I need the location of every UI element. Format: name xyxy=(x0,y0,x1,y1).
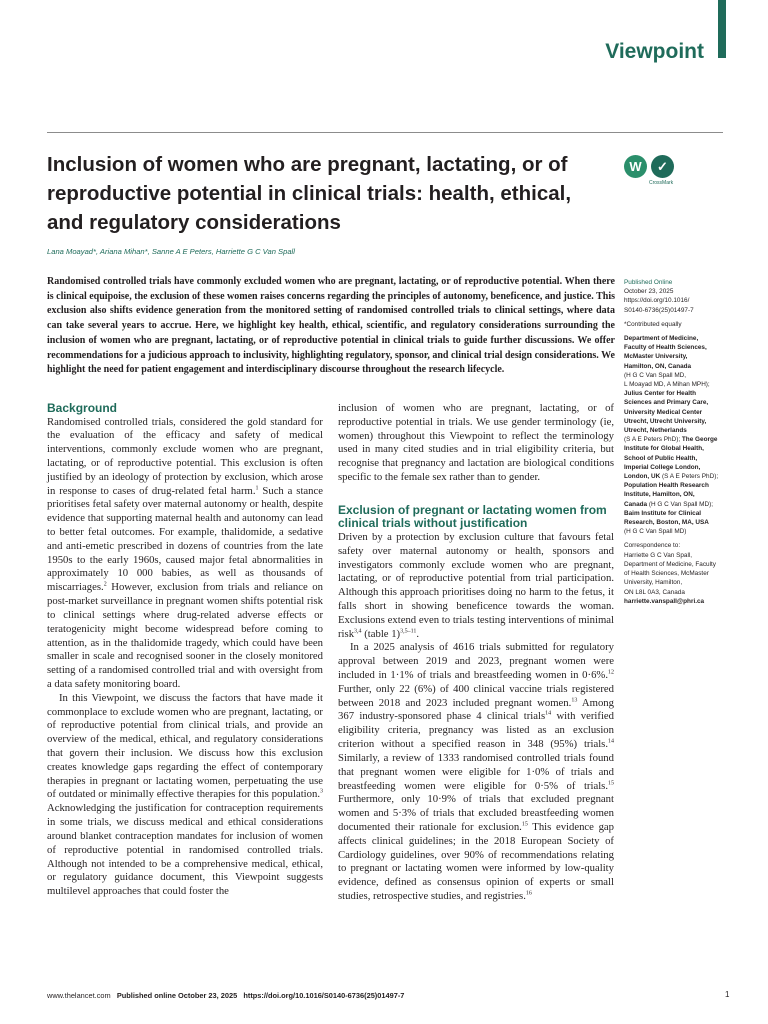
affiliation-line: Julius Center for Health xyxy=(624,390,697,398)
footer-published: Published online October 23, 2025 xyxy=(116,991,238,1000)
correspondence-label: Correspondence to: xyxy=(624,542,681,550)
citation-ref[interactable]: 14 xyxy=(545,710,552,717)
affiliation-line: L Moayad MD, A Mihan MPH); xyxy=(624,381,710,389)
article-badges xyxy=(624,155,680,189)
body-paragraph: Randomised controlled trials, considered the gold standard for the evaluation of the efficacy and safety of medical interventions, commonly exclude women who are pregnant, lactating, or of reproductive potential. This exclusion is often justified by an ideology of protection by exclusion, which arose in response to cases of drug-related fetal harm.$^1$ Such a stance prioritises fetal safety over maternal autonomy or health, despite evidence that supporting maternal health and autonomy can lead to better fetal outcomes. For example, thalidomide, a sedative and anti-emetic prescribed in dozens of countries from the late 1950s to the early 1960s, caused major fetal abnormalities in approximately 10 000 babies, as well as thousands of miscarriages.$^2$ However, exclusion from trials and reliance on post-market surveillance in pregnant women shifts potential risk to clinical settings where drug-related adverse effects or teratogenicity might become widespread before coming to attention, as in the thalidomide tragedy, which could have been smaller in scale and recognised sooner in the closely monitored setting of a randomised controlled trial and with oversight from a data safety monitoring board. xyxy=(47,415,323,690)
affiliation-line: Sciences and Primary Care, xyxy=(624,399,709,407)
affiliation-line: London, UK (S A E Peters PhD); xyxy=(624,473,719,481)
citation-ref[interactable]: 2 xyxy=(103,581,107,588)
affiliation-line: (S A E Peters PhD); The George xyxy=(624,436,718,444)
body-paragraph: In this Viewpoint, we discuss the factors that have made it commonplace to exclude women who are pregnant, lactating, or of reproductive potential from clinical trials, and provide an overview of the medical, ethical, and regulatory considerations that govern their inclusion. We discuss how this exclusion creates knowledge gaps regarding the effect of contemporary therapies in pregnant or lactating women, perpetuating the use of outdated or minimally effective therapies for this population.$^3$ Acknowledging the justification for contraception requirements in some trials, we discuss medical and ethical considerations around blanket contraception mandates for inclusion of women of reproductive potential in randomised controlled trials. Although not intended to be a comprehensive medical, ethical, or regulatory guidance document, this Viewpoint suggests multilevel approaches that could foster the xyxy=(47,691,323,898)
citation-ref[interactable]: 3 xyxy=(320,788,323,795)
correspondence-line: Department of Medicine, Faculty xyxy=(624,560,716,568)
citation-ref[interactable]: 12 xyxy=(608,669,614,676)
body-paragraph: inclusion of women who are pregnant, lactating, or of reproductive potential in trials. We use gender terminology (ie, women) throughout this Viewpoint to reflect the terminology used in many cited studies and in trial eligibility criteria, but recognise that pregnancy and lactation are biological conditions specific to the female sex rather than to gender. xyxy=(338,402,614,484)
article-title: Inclusion of women who are pregnant, lactating, or of reproductive potential in clinical trials: health, ethical, and regulatory considerations xyxy=(47,153,572,234)
crossmark-icon[interactable]: ✓ xyxy=(651,155,674,178)
page-number: 1 xyxy=(725,990,730,999)
correspondence-email[interactable]: harriette.vanspall@phri.ca xyxy=(624,597,705,605)
affiliation-line: (H G C Van Spall MD) xyxy=(624,528,687,536)
body-column-left xyxy=(47,402,323,899)
citation-ref[interactable]: 14 xyxy=(608,738,614,745)
affiliation-line: University Medical Center xyxy=(624,408,703,416)
abstract: Randomised controlled trials have commonly excluded women who are pregnant, lactating, or of reproductive potential. When there is clinical equipoise, the exclusion of these women raises concerns regarding the principles of autonomy, beneficence, and justice. This exclusion also shifts evidence generation from the monitored setting of randomised controlled trials to clinical settings, where data can take several years to accrue. Here, we highlight key health, ethical, scientific, and regulatory considerations surrounding the inclusion of women who are pregnant, lactating, or of reproductive potential in clinical trials to guide further discussions. We offer recommendations for a judicious approach to inclusivity, highlighting regulatory, sponsor, and clinical trial design considerations. We highlight the need for patient engagement and interdisciplinary discourse throughout the research lifecycle. xyxy=(47,276,615,376)
affiliation-line: (H G C Van Spall MD, xyxy=(624,371,687,379)
affiliation-line: School of Public Health, xyxy=(624,454,698,462)
affiliation-line: Utrecht, Netherlands xyxy=(624,427,687,435)
affiliation-line: Population Health Research xyxy=(624,482,709,490)
section-heading-background: Background xyxy=(47,401,118,415)
affiliation-line: Utrecht, Utrecht University, xyxy=(624,417,707,425)
article-sidebar xyxy=(624,278,732,606)
crossmark-label: CrossMark xyxy=(649,180,674,186)
published-online-label: Published Online xyxy=(624,279,673,286)
citation-ref[interactable]: 15 xyxy=(521,821,528,828)
header-rule xyxy=(47,132,723,133)
section-heading-exclusion: Exclusion of pregnant or lactating women from clinical trials without justification xyxy=(338,502,607,531)
contributed-equally-note: *Contributed equally xyxy=(624,320,682,328)
citation-ref[interactable]: 13 xyxy=(571,697,578,704)
affiliation-line: Imperial College London, xyxy=(624,463,701,471)
journal-color-bar xyxy=(718,0,726,58)
body-paragraph: Driven by a protection by exclusion culture that favours fetal safety over maternal autonomy or health, sponsors and investigators commonly exclude women who are pregnant, lactating, or of reproductive potential from trial participation. Although this approach prioritises doing no harm to the fetus, it falls short in showing beneficence towards the woman. Exclusions extend even to trials testing interventions of minimal risk$^{3,4}$ (table 1)$^{3,5-11}$. xyxy=(338,530,614,640)
affiliation-line: Research, Boston, MA, USA xyxy=(624,519,709,527)
citation-ref[interactable]: 1 xyxy=(255,485,259,491)
doi-link[interactable]: S0140-6736(25)01497-7 xyxy=(624,306,694,314)
citation-ref[interactable]: 3,5–11 xyxy=(400,628,417,634)
body-paragraph: In a 2025 analysis of 4616 trials submitted for regulatory approval between 2019 and 2023, pregnant women were included in 1·1% of trials and breastfeeding women in 0·6%.$^{12}$ Further, only 22 (6%) of 400 clinical vaccine trials registered between 2018 and 2023 included pregnant women.$^{13}$ Among 367 industry-sponsored phase 4 clinical trials$^{14}$ with verified eligibility criteria, pregnancy was listed as an exclusion criterion without a specified reason in 348 (95%) trials.$^{14}$ Similarly, a review of 1333 randomised controlled trials found that pregnant women were eligible for 1·0% of trials and breastfeeding women were eligible for 0·5% of trials.$^{15}$ Furthermore, only 10·9% of trials that excluded pregnant women and 5·3% of trials that excluded breastfeeding women documented their rationale for exclusion.$^{15}$ This evidence gap affects clinical guidelines; in the 2018 European Society of Cardiology guidelines, over 90% of recommendations relating to pregnant or lactating women were informed by low-quality evidence, defined as consensus opinion of experts or small studies, retrospective studies, and registries.$^{16}$ xyxy=(338,641,614,902)
affiliation-line: Institute for Global Health, xyxy=(624,445,704,453)
site-link[interactable]: www.thelancet.com xyxy=(47,991,111,1000)
author-list: Lana Moayad*, Ariana Mihan*, Sanne A E Peters, Harriette G C Van Spall xyxy=(47,247,295,256)
affiliation-line: Faculty of Health Sciences, xyxy=(624,344,707,352)
correspondence-line: Harriette G C Van Spall, xyxy=(624,551,693,559)
affiliation-line: Institute, Hamilton, ON, xyxy=(624,491,695,499)
doi-link[interactable]: https://doi.org/10.1016/ xyxy=(624,297,690,305)
citation-ref[interactable]: 16 xyxy=(525,890,532,897)
affiliation-line: Canada (H G C Van Spall MD); xyxy=(624,500,714,508)
page-footer xyxy=(47,991,737,1000)
correspondence-line: of Health Sciences, McMaster xyxy=(624,570,709,578)
affiliation-line: Department of Medicine, xyxy=(624,335,699,343)
section-label: Viewpoint xyxy=(605,40,704,63)
citation-ref[interactable]: 3,4 xyxy=(354,628,362,634)
footer-doi-link[interactable]: https://doi.org/10.1016/S0140-6736(25)01497-7 xyxy=(243,991,405,1000)
body-column-right xyxy=(338,402,614,904)
w-badge-icon[interactable]: W xyxy=(624,155,647,178)
citation-ref[interactable]: 15 xyxy=(608,779,614,786)
published-date: October 23, 2025 xyxy=(624,288,674,296)
correspondence-line: ON L8L 0A3, Canada xyxy=(624,588,685,596)
correspondence-line: University, Hamilton, xyxy=(624,579,683,587)
affiliation-line: McMaster University, xyxy=(624,353,688,361)
affiliation-line: Baim Institute for Clinical xyxy=(624,509,702,517)
affiliation-line: Hamilton, ON, Canada xyxy=(624,362,692,370)
